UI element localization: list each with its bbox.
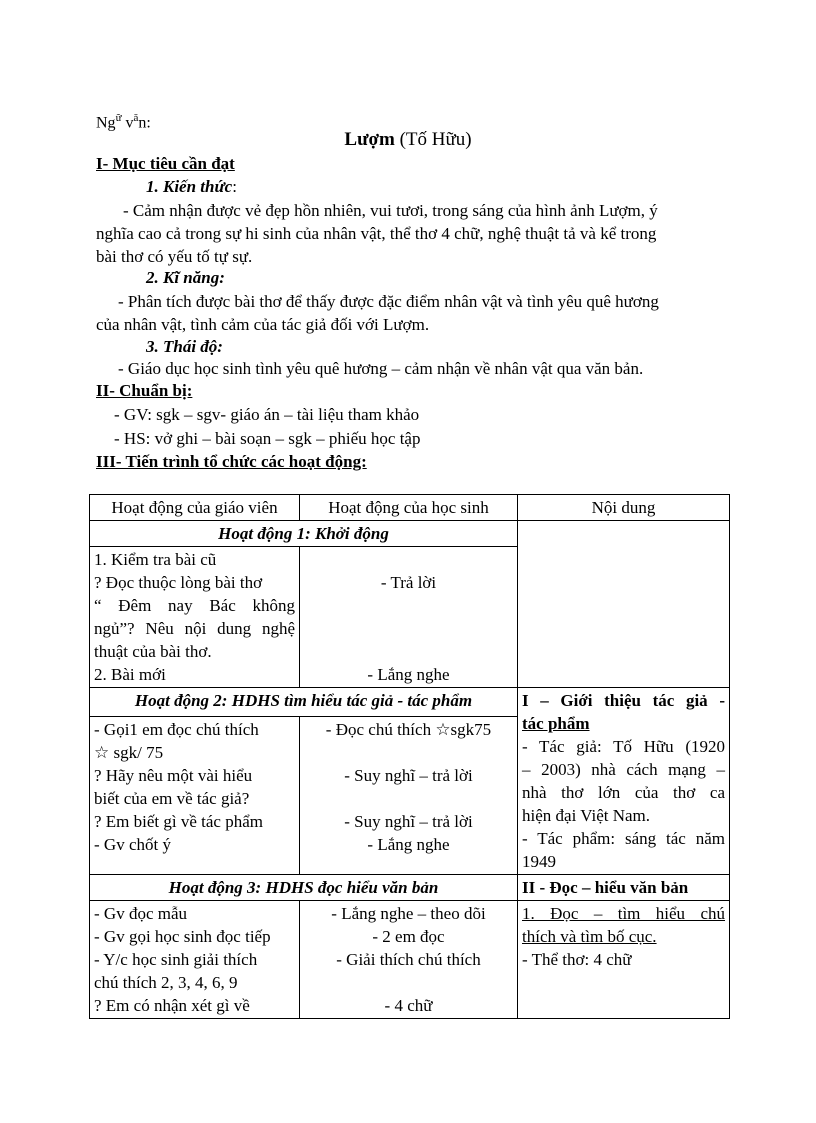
activity-3-content: 1. Đọc – tìm hiểu chú thích và tìm bố cục. - Thể thơ: 4 chữ [518,901,730,1019]
activity-2-teacher: - Gọi1 em đọc chú thích ☆ sgk/ 75 ? Hãy nêu một vài hiểu biết của em về tác giả? ? Em biết gì về tác phẩm - Gv chốt ý [90,717,300,875]
subheading-attitude: 3. Thái độ: [146,337,223,356]
lesson-title: Lượm (Tố Hữu) [344,129,472,150]
activity-3-student: - Lắng nghe – theo dõi - 2 em đọc - Giải thích chú thích - 4 chữ [300,901,518,1019]
header-student: Hoạt động của học sinh [300,495,518,521]
activity-3-teacher: - Gv đọc mẫu - Gv gọi học sinh đọc tiếp - Y/c học sinh giải thích chú thích 2, 3, 4, 6, 9 ? Em có nhận xét gì về [90,901,300,1019]
header-teacher: Hoạt động của giáo viên [90,495,300,521]
header-content: Nội dung [518,495,730,521]
activity-1-teacher: 1. Kiểm tra bài cũ ? Đọc thuộc lòng bài thơ “ Đêm nay Bác không ngủ”? Nêu nội dung nghệ thuật của bài thơ. 2. Bài mới [90,547,300,688]
skills-text: - Phân tích được bài thơ để thấy được đặc điểm nhân vật và tình yêu quê hương của nhân vật, tình cảm của tác giả đối với Lượm. [96,292,659,334]
activity-1-heading: Hoạt động 1: Khởi động [90,521,518,547]
activity-3-content-heading: II - Đọc – hiểu văn bản [518,875,730,901]
activity-1-student: - Trả lời - Lắng nghe [300,547,518,688]
subject-label: $Ng^ữ$ $v^ăn$: [96,112,151,132]
activity-2-content: I – Giới thiệu tác giả - tác phẩm - Tác giả: Tố Hữu (1920 – 2003) nhà cách mạng – nhà thơ lớn của thơ ca hiện đại Việt Nam. - Tác phẩm: sáng tác năm 1949 [518,688,730,875]
section-heading-objectives: I- Mục tiêu cần đạt [96,154,235,173]
preparation-gv: - GV: sgk – sgv- giáo án – tài liệu tham khảo [114,405,420,424]
subheading-skills: 2. Kĩ năng: [146,268,225,287]
activity-2-heading-row [90,688,730,717]
activity-3-heading: Hoạt động 3: HDHS đọc hiểu văn bản [90,875,518,901]
subheading-knowledge: 1. Kiến thức: [146,177,237,196]
activities-table [89,494,730,1019]
section-heading-preparation: II- Chuẩn bị: [96,381,193,400]
table-header-row [90,495,730,521]
attitude-text: - Giáo dục học sinh tình yêu quê hương – cảm nhận về nhân vật qua văn bản. [118,359,644,378]
activity-3-row [90,901,730,1019]
activity-3-heading-row [90,875,730,901]
activity-2-student: - Đọc chú thích ☆sgk75 - Suy nghĩ – trả lời - Suy nghĩ – trả lời - Lắng nghe [300,717,518,875]
preparation-hs: - HS: vở ghi – bài soạn – sgk – phiếu học tập [114,429,421,448]
activity-2-heading: Hoạt động 2: HDHS tìm hiểu tác giả - tác phẩm [90,688,518,717]
knowledge-text: - Cảm nhận được vẻ đẹp hồn nhiên, vui tươi, trong sáng của hình ảnh Lượm, ý nghĩa cao cả trong sự hi sinh của nhân vật, thể thơ 4 chữ, nghệ thuật tả và kể trong bài thơ có yếu tố tự sự. [96,201,658,266]
activity-1-content [518,521,730,688]
activity-1-heading-row [90,521,730,547]
section-heading-process: III- Tiến trình tổ chức các hoạt động: [96,452,367,471]
